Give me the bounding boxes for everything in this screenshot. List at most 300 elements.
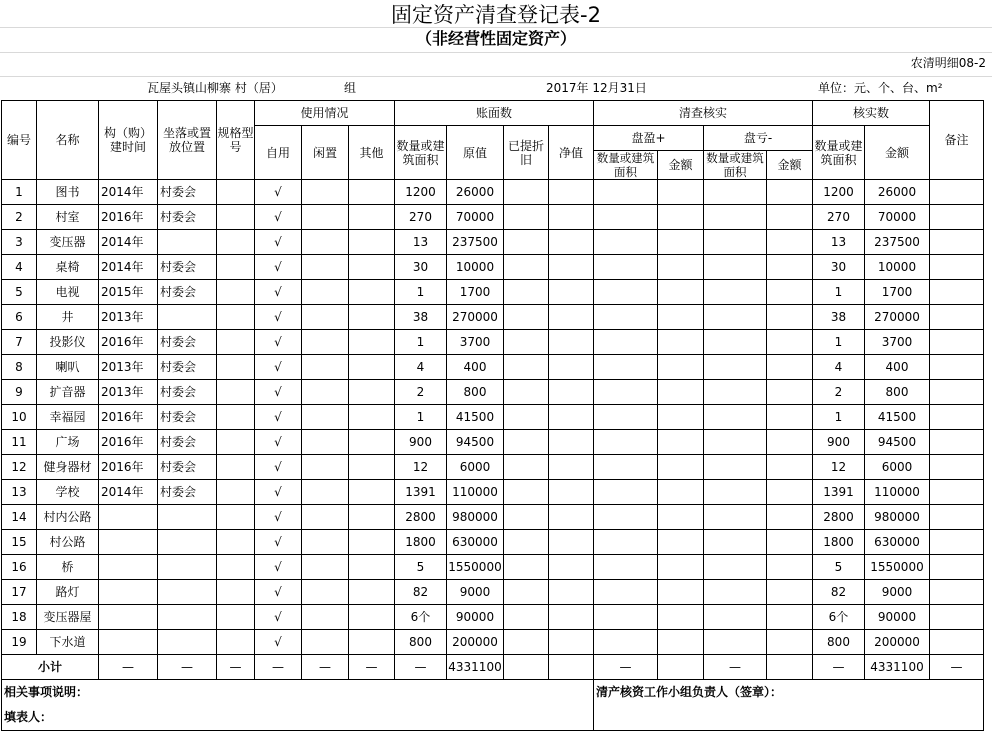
depreciation <box>504 255 549 280</box>
deficit-amount <box>767 205 813 230</box>
table-row <box>2 180 984 205</box>
subtotal-dash: — <box>349 655 395 680</box>
surplus-amount <box>658 180 704 205</box>
remark <box>930 255 984 280</box>
other-cell <box>349 355 395 380</box>
verified-amount: 800 <box>865 380 930 405</box>
spec <box>217 305 255 330</box>
idle-cell <box>302 605 349 630</box>
net-value <box>549 555 594 580</box>
deficit-qty <box>704 555 767 580</box>
surplus-amount <box>658 355 704 380</box>
surplus-qty <box>594 255 658 280</box>
idle-cell <box>302 230 349 255</box>
deficit-qty <box>704 530 767 555</box>
surplus-qty <box>594 530 658 555</box>
deficit-amount <box>767 180 813 205</box>
verified-amount: 26000 <box>865 180 930 205</box>
remark <box>930 430 984 455</box>
form-code: 农清明细08-2 <box>910 56 986 70</box>
self-use-mark: √ <box>255 630 302 655</box>
location: 村委会 <box>158 180 217 205</box>
verified-amount: 70000 <box>865 205 930 230</box>
surplus-amount <box>658 305 704 330</box>
other-cell <box>349 405 395 430</box>
other-cell <box>349 230 395 255</box>
verified-amount: 200000 <box>865 630 930 655</box>
header-verified-qty: 数量或建筑面积 <box>813 126 865 180</box>
other-cell <box>349 280 395 305</box>
depreciation <box>504 455 549 480</box>
spec <box>217 605 255 630</box>
location: 村委会 <box>158 455 217 480</box>
verified-qty: 12 <box>813 455 865 480</box>
header-net-value: 净值 <box>549 126 594 180</box>
row-no: 8 <box>2 355 37 380</box>
row-no: 1 <box>2 180 37 205</box>
subtotal-dash: — <box>302 655 349 680</box>
book-qty: 6个 <box>395 605 447 630</box>
surplus-qty <box>594 555 658 580</box>
table-row <box>2 555 984 580</box>
orig-value: 630000 <box>447 530 504 555</box>
deficit-qty <box>704 355 767 380</box>
row-no: 14 <box>2 505 37 530</box>
header-orig-value: 原值 <box>447 126 504 180</box>
self-use-mark: √ <box>255 430 302 455</box>
location: 村委会 <box>158 280 217 305</box>
asset-name: 扩音器 <box>37 380 99 405</box>
asset-name: 健身器材 <box>37 455 99 480</box>
location: 村委会 <box>158 405 217 430</box>
row-no: 3 <box>2 230 37 255</box>
idle-cell <box>302 330 349 355</box>
depreciation <box>504 230 549 255</box>
location <box>158 580 217 605</box>
asset-name: 村内公路 <box>37 505 99 530</box>
verified-amount: 630000 <box>865 530 930 555</box>
idle-cell <box>302 305 349 330</box>
asset-name: 村室 <box>37 205 99 230</box>
deficit-qty <box>704 580 767 605</box>
spec <box>217 430 255 455</box>
remark <box>930 180 984 205</box>
header-build-time: 构（购）建时间 <box>99 101 158 180</box>
orig-value: 94500 <box>447 430 504 455</box>
asset-name: 电视 <box>37 280 99 305</box>
deficit-amount <box>767 280 813 305</box>
surplus-qty <box>594 580 658 605</box>
header-verified: 核实数 <box>813 101 930 126</box>
net-value <box>549 580 594 605</box>
book-qty: 12 <box>395 455 447 480</box>
orig-value: 237500 <box>447 230 504 255</box>
book-qty: 4 <box>395 355 447 380</box>
spec <box>217 180 255 205</box>
remark <box>930 455 984 480</box>
row-no: 7 <box>2 330 37 355</box>
subtotal-dash: — <box>395 655 447 680</box>
location <box>158 305 217 330</box>
build-time <box>99 530 158 555</box>
row-no: 15 <box>2 530 37 555</box>
row-no: 13 <box>2 480 37 505</box>
other-cell <box>349 605 395 630</box>
table-row <box>2 380 984 405</box>
orig-value: 270000 <box>447 305 504 330</box>
asset-name: 路灯 <box>37 580 99 605</box>
net-value <box>549 605 594 630</box>
depreciation <box>504 630 549 655</box>
book-qty: 2800 <box>395 505 447 530</box>
asset-name: 学校 <box>37 480 99 505</box>
verified-amount: 110000 <box>865 480 930 505</box>
net-value <box>549 230 594 255</box>
surplus-amount <box>658 630 704 655</box>
depreciation <box>504 605 549 630</box>
other-cell <box>349 330 395 355</box>
asset-name: 桌椅 <box>37 255 99 280</box>
verified-qty: 38 <box>813 305 865 330</box>
self-use-mark: √ <box>255 555 302 580</box>
deficit-amount <box>767 255 813 280</box>
location <box>158 630 217 655</box>
depreciation <box>504 180 549 205</box>
deficit-amount <box>767 430 813 455</box>
location <box>158 530 217 555</box>
book-qty: 1800 <box>395 530 447 555</box>
verified-amount: 10000 <box>865 255 930 280</box>
other-cell <box>349 480 395 505</box>
header-surplus-amount: 金额 <box>658 151 704 180</box>
surplus-amount <box>658 605 704 630</box>
depreciation <box>504 480 549 505</box>
subtotal-label: 小计 <box>2 655 99 680</box>
asset-name: 下水道 <box>37 630 99 655</box>
build-time: 2016年 <box>99 330 158 355</box>
surplus-amount <box>658 330 704 355</box>
orig-value: 6000 <box>447 455 504 480</box>
orig-value: 10000 <box>447 255 504 280</box>
idle-cell <box>302 480 349 505</box>
self-use-mark: √ <box>255 480 302 505</box>
asset-name: 村公路 <box>37 530 99 555</box>
location: 村委会 <box>158 255 217 280</box>
remark <box>930 355 984 380</box>
surplus-amount <box>658 405 704 430</box>
subtotal-dash: — <box>594 655 658 680</box>
header-check: 清查核实 <box>594 101 813 126</box>
idle-cell <box>302 280 349 305</box>
idle-cell <box>302 455 349 480</box>
asset-name: 变压器 <box>37 230 99 255</box>
self-use-mark: √ <box>255 505 302 530</box>
page-title: 固定资产清查登记表-2 <box>391 3 601 27</box>
deficit-qty <box>704 405 767 430</box>
surplus-amount <box>658 230 704 255</box>
header-deficit: 盘亏- <box>704 126 813 151</box>
spec <box>217 205 255 230</box>
verified-qty: 800 <box>813 630 865 655</box>
row-no: 18 <box>2 605 37 630</box>
header-surplus-qty: 数量或建筑面积 <box>594 151 658 180</box>
surplus-qty <box>594 630 658 655</box>
row-no: 16 <box>2 555 37 580</box>
location <box>158 605 217 630</box>
depreciation <box>504 505 549 530</box>
other-cell <box>349 455 395 480</box>
net-value <box>549 530 594 555</box>
remark <box>930 230 984 255</box>
orig-value: 400 <box>447 355 504 380</box>
self-use-mark: √ <box>255 280 302 305</box>
self-use-mark: √ <box>255 230 302 255</box>
book-qty: 900 <box>395 430 447 455</box>
verified-amount: 94500 <box>865 430 930 455</box>
header-depreciation: 已提折旧 <box>504 126 549 180</box>
verified-qty: 1 <box>813 405 865 430</box>
remark <box>930 205 984 230</box>
header-name: 名称 <box>37 101 99 180</box>
spec <box>217 580 255 605</box>
verified-qty: 270 <box>813 205 865 230</box>
depreciation <box>504 205 549 230</box>
self-use-mark: √ <box>255 180 302 205</box>
depreciation <box>504 580 549 605</box>
deficit-amount <box>767 505 813 530</box>
verified-amount: 41500 <box>865 405 930 430</box>
book-qty: 1200 <box>395 180 447 205</box>
row-no: 19 <box>2 630 37 655</box>
subtotal-dash: — <box>158 655 217 680</box>
self-use-mark: √ <box>255 255 302 280</box>
surplus-amount <box>658 280 704 305</box>
depreciation <box>504 305 549 330</box>
table-row <box>2 480 984 505</box>
table-row <box>2 280 984 305</box>
deficit-amount <box>767 530 813 555</box>
idle-cell <box>302 405 349 430</box>
subtotal-dash: — <box>704 655 767 680</box>
location <box>158 555 217 580</box>
surplus-amount <box>658 555 704 580</box>
other-cell <box>349 255 395 280</box>
deficit-amount <box>767 455 813 480</box>
subtotal-cell <box>658 655 704 680</box>
net-value <box>549 505 594 530</box>
location: 村委会 <box>158 430 217 455</box>
table-row <box>2 205 984 230</box>
net-value <box>549 180 594 205</box>
subtotal-cell <box>767 655 813 680</box>
notes-label: 相关事项说明： <box>2 680 594 704</box>
book-qty: 5 <box>395 555 447 580</box>
row-no: 4 <box>2 255 37 280</box>
other-cell <box>349 530 395 555</box>
table-row <box>2 430 984 455</box>
other-cell <box>349 430 395 455</box>
surplus-qty <box>594 405 658 430</box>
verified-qty: 2 <box>813 380 865 405</box>
orig-value: 980000 <box>447 505 504 530</box>
other-cell <box>349 180 395 205</box>
header-verified-amount: 金额 <box>865 126 930 180</box>
deficit-qty <box>704 455 767 480</box>
net-value <box>549 455 594 480</box>
build-time: 2013年 <box>99 380 158 405</box>
orig-value: 3700 <box>447 330 504 355</box>
gridline <box>0 52 992 53</box>
deficit-amount <box>767 580 813 605</box>
orig-value: 90000 <box>447 605 504 630</box>
deficit-amount <box>767 630 813 655</box>
idle-cell <box>302 255 349 280</box>
verified-amount: 1550000 <box>865 555 930 580</box>
asset-name: 投影仪 <box>37 330 99 355</box>
orig-value: 200000 <box>447 630 504 655</box>
build-time: 2014年 <box>99 255 158 280</box>
subtotal-dash: — <box>99 655 158 680</box>
subtotal-row <box>2 655 984 680</box>
deficit-qty <box>704 305 767 330</box>
depreciation <box>504 405 549 430</box>
surplus-qty <box>594 330 658 355</box>
idle-cell <box>302 355 349 380</box>
surplus-qty <box>594 455 658 480</box>
book-qty: 270 <box>395 205 447 230</box>
verified-qty: 6个 <box>813 605 865 630</box>
net-value <box>549 305 594 330</box>
subtotal-cell <box>504 655 549 680</box>
net-value <box>549 330 594 355</box>
responsible-label: 清产核资工作小组负责人（签章）： <box>594 680 984 731</box>
remark <box>930 605 984 630</box>
asset-name: 喇叭 <box>37 355 99 380</box>
verified-qty: 1 <box>813 330 865 355</box>
spec <box>217 480 255 505</box>
table-row <box>2 505 984 530</box>
header-qty-area: 数量或建筑面积 <box>395 126 447 180</box>
remark <box>930 580 984 605</box>
location <box>158 505 217 530</box>
orig-value: 800 <box>447 380 504 405</box>
surplus-amount <box>658 205 704 230</box>
header-book: 账面数 <box>395 101 594 126</box>
spec <box>217 280 255 305</box>
table-row <box>2 355 984 380</box>
row-no: 10 <box>2 405 37 430</box>
deficit-amount <box>767 380 813 405</box>
self-use-mark: √ <box>255 530 302 555</box>
verified-qty: 1391 <box>813 480 865 505</box>
location-text: 瓦屋头镇山柳寨 村（居） <box>147 81 283 95</box>
spec <box>217 455 255 480</box>
surplus-qty <box>594 605 658 630</box>
header-deficit-qty: 数量或建筑面积 <box>704 151 767 180</box>
row-no: 6 <box>2 305 37 330</box>
surplus-qty <box>594 430 658 455</box>
surplus-qty <box>594 180 658 205</box>
row-no: 5 <box>2 280 37 305</box>
page-subtitle: （非经营性固定资产） <box>415 29 576 48</box>
self-use-mark: √ <box>255 405 302 430</box>
net-value <box>549 380 594 405</box>
asset-table <box>1 100 984 731</box>
row-no: 2 <box>2 205 37 230</box>
table-row <box>2 230 984 255</box>
location: 村委会 <box>158 380 217 405</box>
group-text: 组 <box>344 81 357 95</box>
book-qty: 82 <box>395 580 447 605</box>
verified-amount: 980000 <box>865 505 930 530</box>
deficit-amount <box>767 555 813 580</box>
verified-qty: 900 <box>813 430 865 455</box>
deficit-qty <box>704 630 767 655</box>
verified-amount: 9000 <box>865 580 930 605</box>
orig-value: 9000 <box>447 580 504 605</box>
self-use-mark: √ <box>255 380 302 405</box>
book-qty: 38 <box>395 305 447 330</box>
self-use-mark: √ <box>255 580 302 605</box>
book-qty: 30 <box>395 255 447 280</box>
header-other: 其他 <box>349 126 395 180</box>
net-value <box>549 405 594 430</box>
header-remark: 备注 <box>930 101 984 180</box>
self-use-mark: √ <box>255 605 302 630</box>
deficit-amount <box>767 355 813 380</box>
table-row <box>2 255 984 280</box>
net-value <box>549 480 594 505</box>
remark <box>930 505 984 530</box>
verified-amount: 237500 <box>865 230 930 255</box>
surplus-qty <box>594 205 658 230</box>
build-time <box>99 505 158 530</box>
verified-qty: 4 <box>813 355 865 380</box>
other-cell <box>349 380 395 405</box>
verified-qty: 1 <box>813 280 865 305</box>
header-deficit-amount: 金额 <box>767 151 813 180</box>
build-time: 2014年 <box>99 180 158 205</box>
row-no: 9 <box>2 380 37 405</box>
spec <box>217 630 255 655</box>
verified-qty: 5 <box>813 555 865 580</box>
location: 村委会 <box>158 205 217 230</box>
net-value <box>549 430 594 455</box>
idle-cell <box>302 555 349 580</box>
idle-cell <box>302 430 349 455</box>
idle-cell <box>302 205 349 230</box>
spec <box>217 330 255 355</box>
book-qty: 1 <box>395 330 447 355</box>
orig-value: 110000 <box>447 480 504 505</box>
self-use-mark: √ <box>255 305 302 330</box>
verified-amount: 6000 <box>865 455 930 480</box>
net-value <box>549 355 594 380</box>
verified-amount: 400 <box>865 355 930 380</box>
build-time <box>99 605 158 630</box>
verified-amount: 90000 <box>865 605 930 630</box>
book-qty: 1391 <box>395 480 447 505</box>
spec <box>217 555 255 580</box>
verified-amount: 3700 <box>865 330 930 355</box>
verified-qty: 2800 <box>813 505 865 530</box>
verified-qty: 82 <box>813 580 865 605</box>
book-qty: 1 <box>395 280 447 305</box>
build-time <box>99 630 158 655</box>
build-time: 2016年 <box>99 205 158 230</box>
surplus-qty <box>594 355 658 380</box>
asset-name: 幸福园 <box>37 405 99 430</box>
